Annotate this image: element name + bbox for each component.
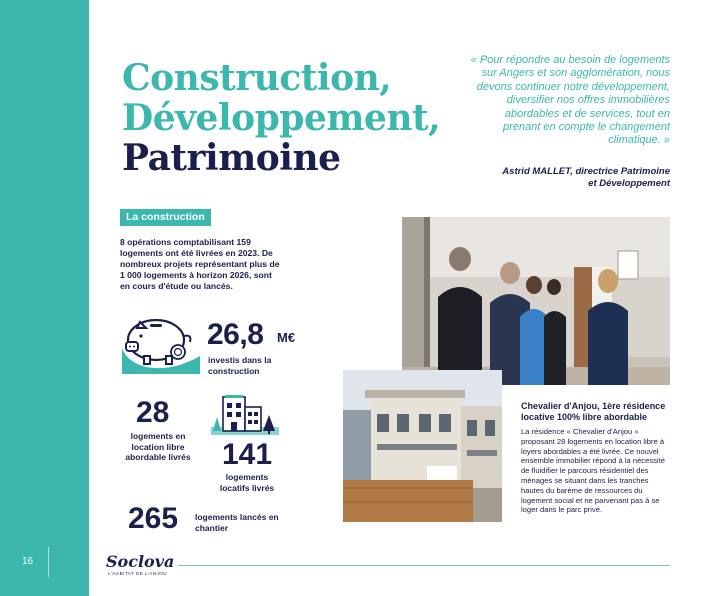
stat-libre-value: 28 bbox=[136, 396, 170, 429]
photo-caption-title: Chevalier d'Anjou, 1ère résidence locative 100% libre abordable bbox=[521, 401, 666, 422]
section-tag-construction: La construction bbox=[120, 209, 211, 226]
stat-locatifs-value: 141 bbox=[222, 438, 273, 471]
quote-author-line2: et Développement bbox=[588, 178, 670, 189]
stat-libre-label: logements en location libre abordable livrés bbox=[125, 431, 191, 462]
page-number: 16 bbox=[22, 556, 34, 567]
logo-tagline: L'HABITAT DE L'ANJOU bbox=[108, 571, 167, 576]
side-color-bar bbox=[0, 0, 89, 596]
stat-locatifs-label: logements locatifs livrés bbox=[219, 472, 275, 493]
stat-chantier-label: logements lancés en chantier bbox=[195, 512, 279, 533]
stat-invest-unit: M€ bbox=[277, 330, 296, 345]
stat-chantier-value: 265 bbox=[128, 502, 179, 535]
stat-invest-value: 26,8 bbox=[207, 318, 264, 351]
intro-paragraph: 8 opérations comptabilisant 159 logements ont été livrées en 2023. De nombreux projets représentant plus de 1 000 logements à horizon 2026, sont en cours d'étude ou lancés. bbox=[120, 237, 280, 291]
page-title bbox=[122, 58, 440, 178]
stat-invest-label: investis dans la construction bbox=[208, 355, 272, 376]
pull-quote: « Pour répondre au besoin de logements sur Angers et son agglomération, nous devons continuer notre développement, diversifier nos offres immobilières abordables et de services, tout en prenant en compte le changement climatique. » bbox=[470, 54, 670, 147]
title-line-construction: Construction, bbox=[122, 57, 392, 99]
piggy-bank-icon bbox=[116, 312, 204, 374]
title-line-patrimoine: Patrimoine bbox=[122, 137, 341, 179]
residence-photo bbox=[343, 370, 502, 522]
visit-photo bbox=[402, 217, 670, 385]
buildings-icon bbox=[211, 393, 279, 439]
quote-author-line1: Astrid MALLET, directrice Patrimoine bbox=[502, 166, 670, 177]
title-line-developpement: Développement, bbox=[122, 97, 441, 139]
soclova-logo: Soclova bbox=[106, 552, 175, 571]
footer-line bbox=[178, 565, 670, 566]
quote-author bbox=[470, 166, 670, 190]
photo-caption-text: La résidence « Chevalier d'Anjou » proposant 28 logements en location libre à loyers abordables a été livrée. Ce nouvel ensemble immobilier répond à la nécessité de fluidifier le parcours résidentiel des ménages se situant dans les tranches hautes du barème de ressources du logement social et ne parvenant pas à se loger dans le parc privé. bbox=[521, 427, 665, 515]
